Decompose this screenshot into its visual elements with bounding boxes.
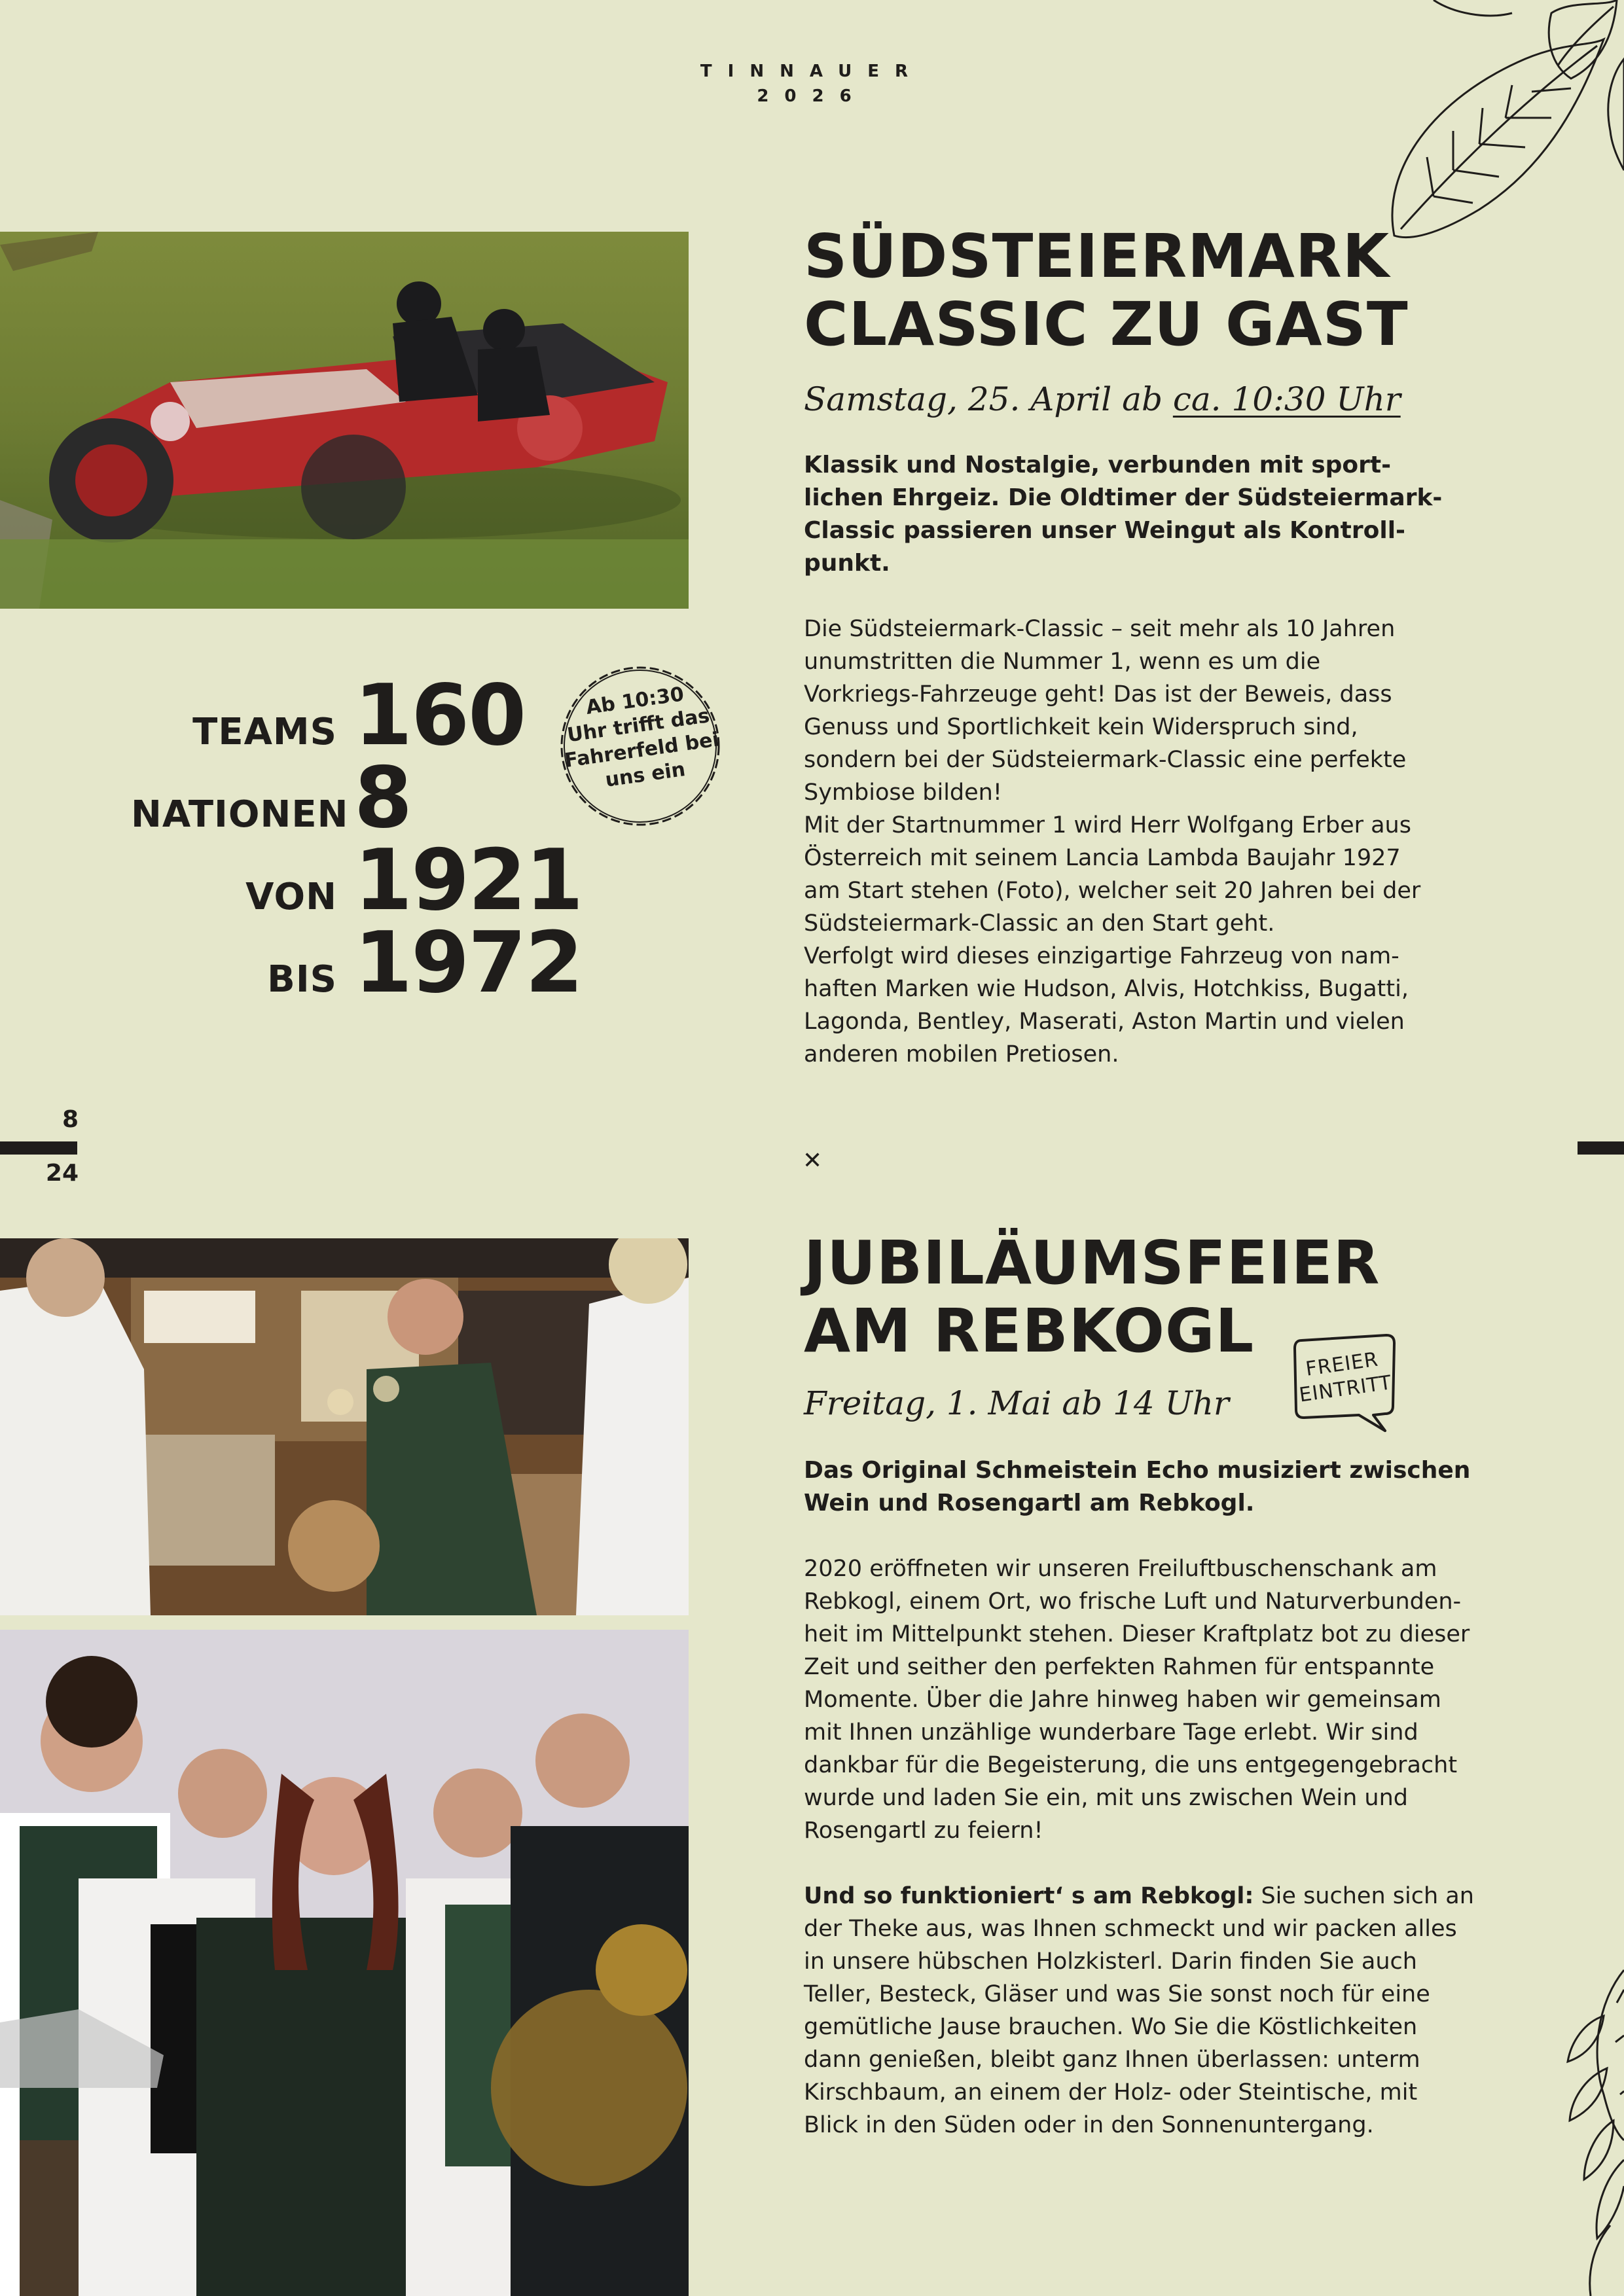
section1-title xyxy=(804,223,1524,359)
stat-value: 1972 xyxy=(354,914,583,1012)
section1-date xyxy=(804,380,1524,419)
section2-body: 2020 eröffneten wir unseren Freiluftbuschenschank am Rebkogl, einem Ort, wo frische Luft und Naturverbunden- heit im Mittelpunkt stehen. Dieser Kraftplatz bot zu dieser Zeit und seither den perfekten Rahmen für entspannte Momente. Über die Jahre hinweg haben wir gemeinsam mit Ihnen unzählige wunderbare Tage erlebt. Wir sind dankbar für die Begeisterung, die uns entgegengebracht wurde und laden Sie ein, mit uns zwischen Wein und Rosengartl zu feiern! xyxy=(804,1556,1470,1844)
stat-value: 160 xyxy=(354,667,526,764)
section1-title-line1: SÜDSTEIERMARK xyxy=(804,221,1390,291)
close-icon: ✕ xyxy=(803,1147,823,1174)
stat-label: VON xyxy=(245,876,337,918)
section1-content xyxy=(804,223,1524,1071)
section1-date-time: ca. 10:30 Uhr xyxy=(1172,380,1401,418)
section2-title-line1: JUBILÄUMSFEIER xyxy=(804,1228,1380,1298)
stat-to-year xyxy=(131,914,583,1012)
leaf-illustration-top xyxy=(1355,0,1624,255)
classic-car-photo xyxy=(0,232,689,609)
section2-howto-label: Und so funktioniert‘ s am Rebkogl: xyxy=(804,1883,1254,1909)
page-divider-bar-left xyxy=(0,1141,77,1155)
stat-value: 1921 xyxy=(354,832,583,929)
section2-lead: Das Original Schmeistein Echo musiziert zwischen Wein und Rosengartl am Rebkogl. xyxy=(804,1457,1471,1516)
section1-date-prefix: Samstag, 25. April ab xyxy=(804,380,1173,418)
section2-content xyxy=(804,1229,1543,2142)
section1-lead: Klassik und Nostalgie, verbunden mit sport- lichen Ehrgeiz. Die Oldtimer der Südsteiermark- Classic passieren unser Weingut als Kontroll- punkt. xyxy=(804,452,1443,577)
brand-year: 2026 xyxy=(757,86,867,106)
section2-howto xyxy=(804,1880,1543,2142)
section2-date: Freitag, 1. Mai ab 14 Uhr xyxy=(804,1384,1229,1422)
page-number-total: 24 xyxy=(45,1160,79,1187)
section2-title-line2: AM REBKOGL xyxy=(804,1296,1255,1366)
band-photo xyxy=(0,1630,689,2296)
page-divider-bar-right xyxy=(1578,1141,1624,1155)
stat-teams xyxy=(131,667,526,764)
section2-title xyxy=(804,1229,1543,1365)
start-time-badge: Ab 10:30 Uhr trifft das Fahrerfeld bei uns ein xyxy=(563,683,721,792)
stat-label: TEAMS xyxy=(192,711,337,753)
toasting-photo xyxy=(0,1238,689,1615)
leaf-illustration-bottom xyxy=(1558,1964,1624,2296)
brand-name: TINNAUER xyxy=(700,62,924,81)
section1-body: Die Südsteiermark-Classic – seit mehr als 10 Jahren unumstritten die Nummer 1, wenn es um die Vorkriegs-Fahrzeuge geht! Das ist der Beweis, dass Genuss und Sportlichkeit kein Widerspruch sind, sondern bei der Südsteiermark-Classic eine perfekte Symbiose bilden! Mit der Startnummer 1 wird Herr Wolfgang Erber aus Österreich mit seinem Lancia Lambda Baujahr 1927 am Start stehen (Foto), welcher seit 20 Jahren bei der Südsteiermark-Classic an den Start geht. Verfolgt wird dieses einzigartige Fahrzeug von nam- haften Marken wie Hudson, Alvis, Hotchkiss, Bugatti, Lagonda, Bentley, Maserati, Aston Martin und vielen anderen mobilen Pretiosen. xyxy=(804,616,1421,1067)
stat-value: 8 xyxy=(354,749,412,847)
stat-from-year xyxy=(131,832,583,929)
stat-nations xyxy=(131,749,412,847)
section1-title-line2: CLASSIC ZU GAST xyxy=(804,289,1409,359)
stat-label: NATIONEN xyxy=(131,793,349,836)
stat-label: BIS xyxy=(267,958,337,1001)
page-number-current: 8 xyxy=(62,1106,79,1133)
section2-howto-text: Sie suchen sich an der Theke aus, was Ihnen schmeckt und wir packen alles in unsere hübschen Holzkisterl. Darin finden Sie auch Teller, Besteck, Gläser und was Sie sonst noch für eine gemütliche Jause brauchen. Wo Sie die Köstlichkeiten dann genießen, bleibt ganz Ihnen überlassen: unterm Kirschbaum, an einem der Holz- oder Steintische, mit Blick in den Süden oder in den Sonnenuntergang. xyxy=(804,1883,1474,2138)
free-entry-badge: FREIER EINTRITT xyxy=(1297,1348,1394,1407)
